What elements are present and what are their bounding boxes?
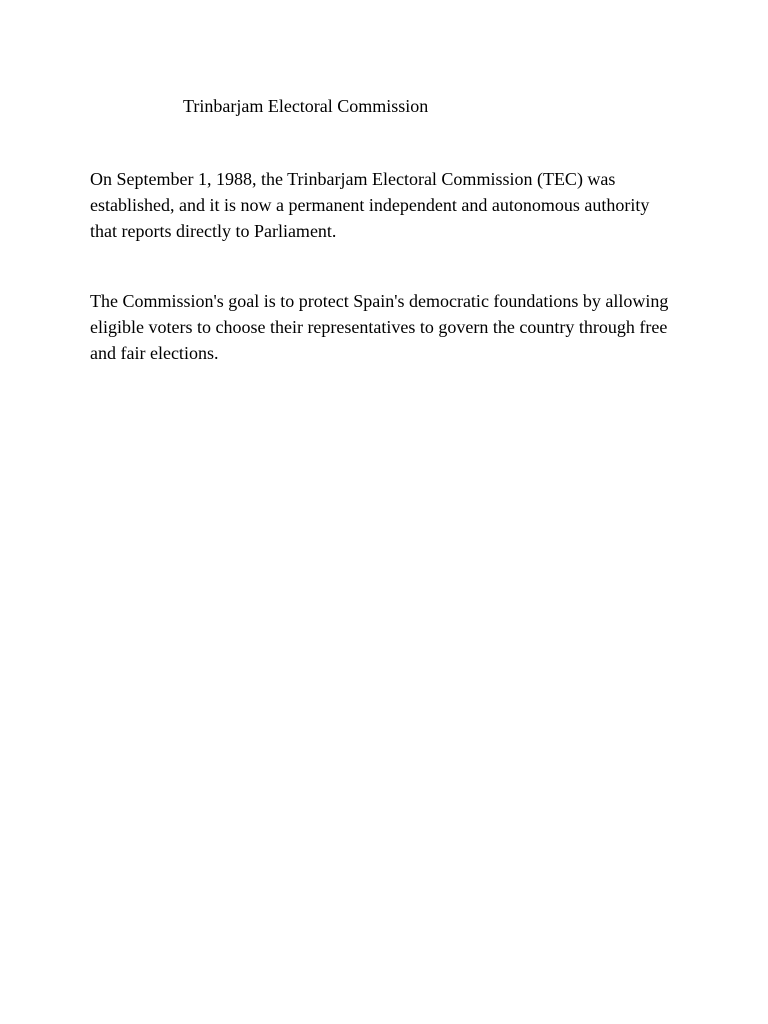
document-title: Trinbarjam Electoral Commission [183,96,429,116]
paragraph-goal: The Commission's goal is to protect Spain's democratic foundations by allowing eligible voters to choose their representatives to govern the country through free and fair elections. [90,291,669,363]
paragraph-establishment: On September 1, 1988, the Trinbarjam Electoral Commission (TEC) was established, and it is now a permanent independent and autonomous authority that reports directly to Parliament. [90,169,650,241]
